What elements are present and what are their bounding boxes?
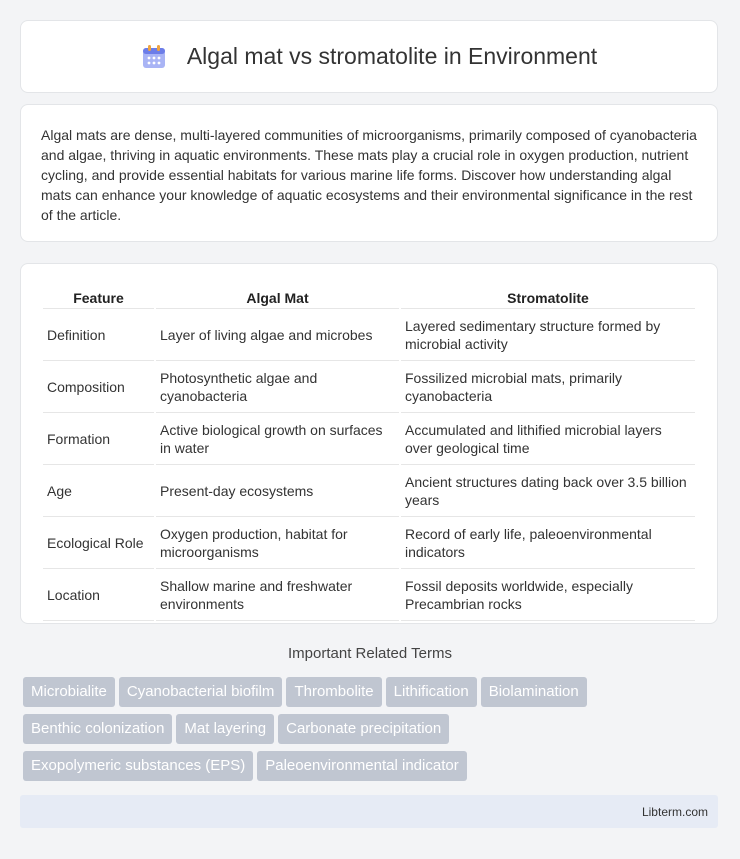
related-terms-list xyxy=(23,677,723,788)
related-term-tag[interactable]: Thrombolite xyxy=(286,677,381,707)
table-cell: Location xyxy=(43,571,154,621)
header-algal-mat: Algal Mat xyxy=(156,286,399,309)
comparison-table xyxy=(41,284,697,623)
related-term-tag[interactable]: Biolamination xyxy=(481,677,587,707)
table-cell: Accumulated and lithified microbial layers over geological time xyxy=(401,415,695,465)
table-cell: Definition xyxy=(43,311,154,361)
header-card xyxy=(20,20,718,93)
intro-card xyxy=(20,104,718,242)
table-row xyxy=(43,519,695,569)
related-term-tag[interactable]: Paleoenvironmental indicator xyxy=(257,751,466,781)
footer-site-link[interactable]: Libterm.com xyxy=(641,804,708,819)
table-cell: Ancient structures dating back over 3.5 billion years xyxy=(401,467,695,517)
table-row xyxy=(43,415,695,465)
page-title: Algal mat vs stromatolite in Environment xyxy=(186,43,598,69)
table-cell: Composition xyxy=(43,363,154,413)
header-feature: Feature xyxy=(43,286,154,309)
table-cell: Layered sedimentary structure formed by microbial activity xyxy=(401,311,695,361)
table-header-row xyxy=(43,286,695,309)
table-cell: Shallow marine and freshwater environments xyxy=(156,571,399,621)
table-cell: Layer of living algae and microbes xyxy=(156,311,399,361)
table-cell: Fossil deposits worldwide, especially Precambrian rocks xyxy=(401,571,695,621)
table-cell: Photosynthetic algae and cyanobacteria xyxy=(156,363,399,413)
related-term-tag[interactable]: Carbonate precipitation xyxy=(278,714,449,744)
table-cell: Fossilized microbial mats, primarily cyanobacteria xyxy=(401,363,695,413)
table-cell: Present-day ecosystems xyxy=(156,467,399,517)
table-cell: Ecological Role xyxy=(43,519,154,569)
table-cell: Active biological growth on surfaces in water xyxy=(156,415,399,465)
table-cell: Formation xyxy=(43,415,154,465)
table-cell: Oxygen production, habitat for microorganisms xyxy=(156,519,399,569)
table-row xyxy=(43,571,695,621)
related-term-tag[interactable]: Mat layering xyxy=(176,714,274,744)
table-cell: Age xyxy=(43,467,154,517)
footer xyxy=(20,795,718,828)
related-term-tag[interactable]: Lithification xyxy=(386,677,477,707)
calendar-icon xyxy=(141,44,167,70)
table-row xyxy=(43,311,695,361)
header-stromatolite: Stromatolite xyxy=(401,286,695,309)
related-term-tag[interactable]: Microbialite xyxy=(23,677,115,707)
table-row xyxy=(43,363,695,413)
related-terms-title: Important Related Terms xyxy=(288,645,452,662)
comparison-table-card xyxy=(20,263,718,624)
related-term-tag[interactable]: Cyanobacterial biofilm xyxy=(119,677,283,707)
table-cell: Record of early life, paleoenvironmental indicators xyxy=(401,519,695,569)
related-term-tag[interactable]: Exopolymeric substances (EPS) xyxy=(23,751,253,781)
table-row xyxy=(43,467,695,517)
related-term-tag[interactable]: Benthic colonization xyxy=(23,714,172,744)
intro-text: Algal mats are dense, multi-layered communities of microorganisms, primarily composed of cyanobacteria and algae, thriving in aquatic environments. These mats play a crucial role in oxygen production, nutrient cycling, and provide essential habitats for various marine life forms. Discover how understanding algal mats can enhance your knowledge of aquatic ecosystems and their environmental significance in the rest of the article. xyxy=(41,127,697,223)
